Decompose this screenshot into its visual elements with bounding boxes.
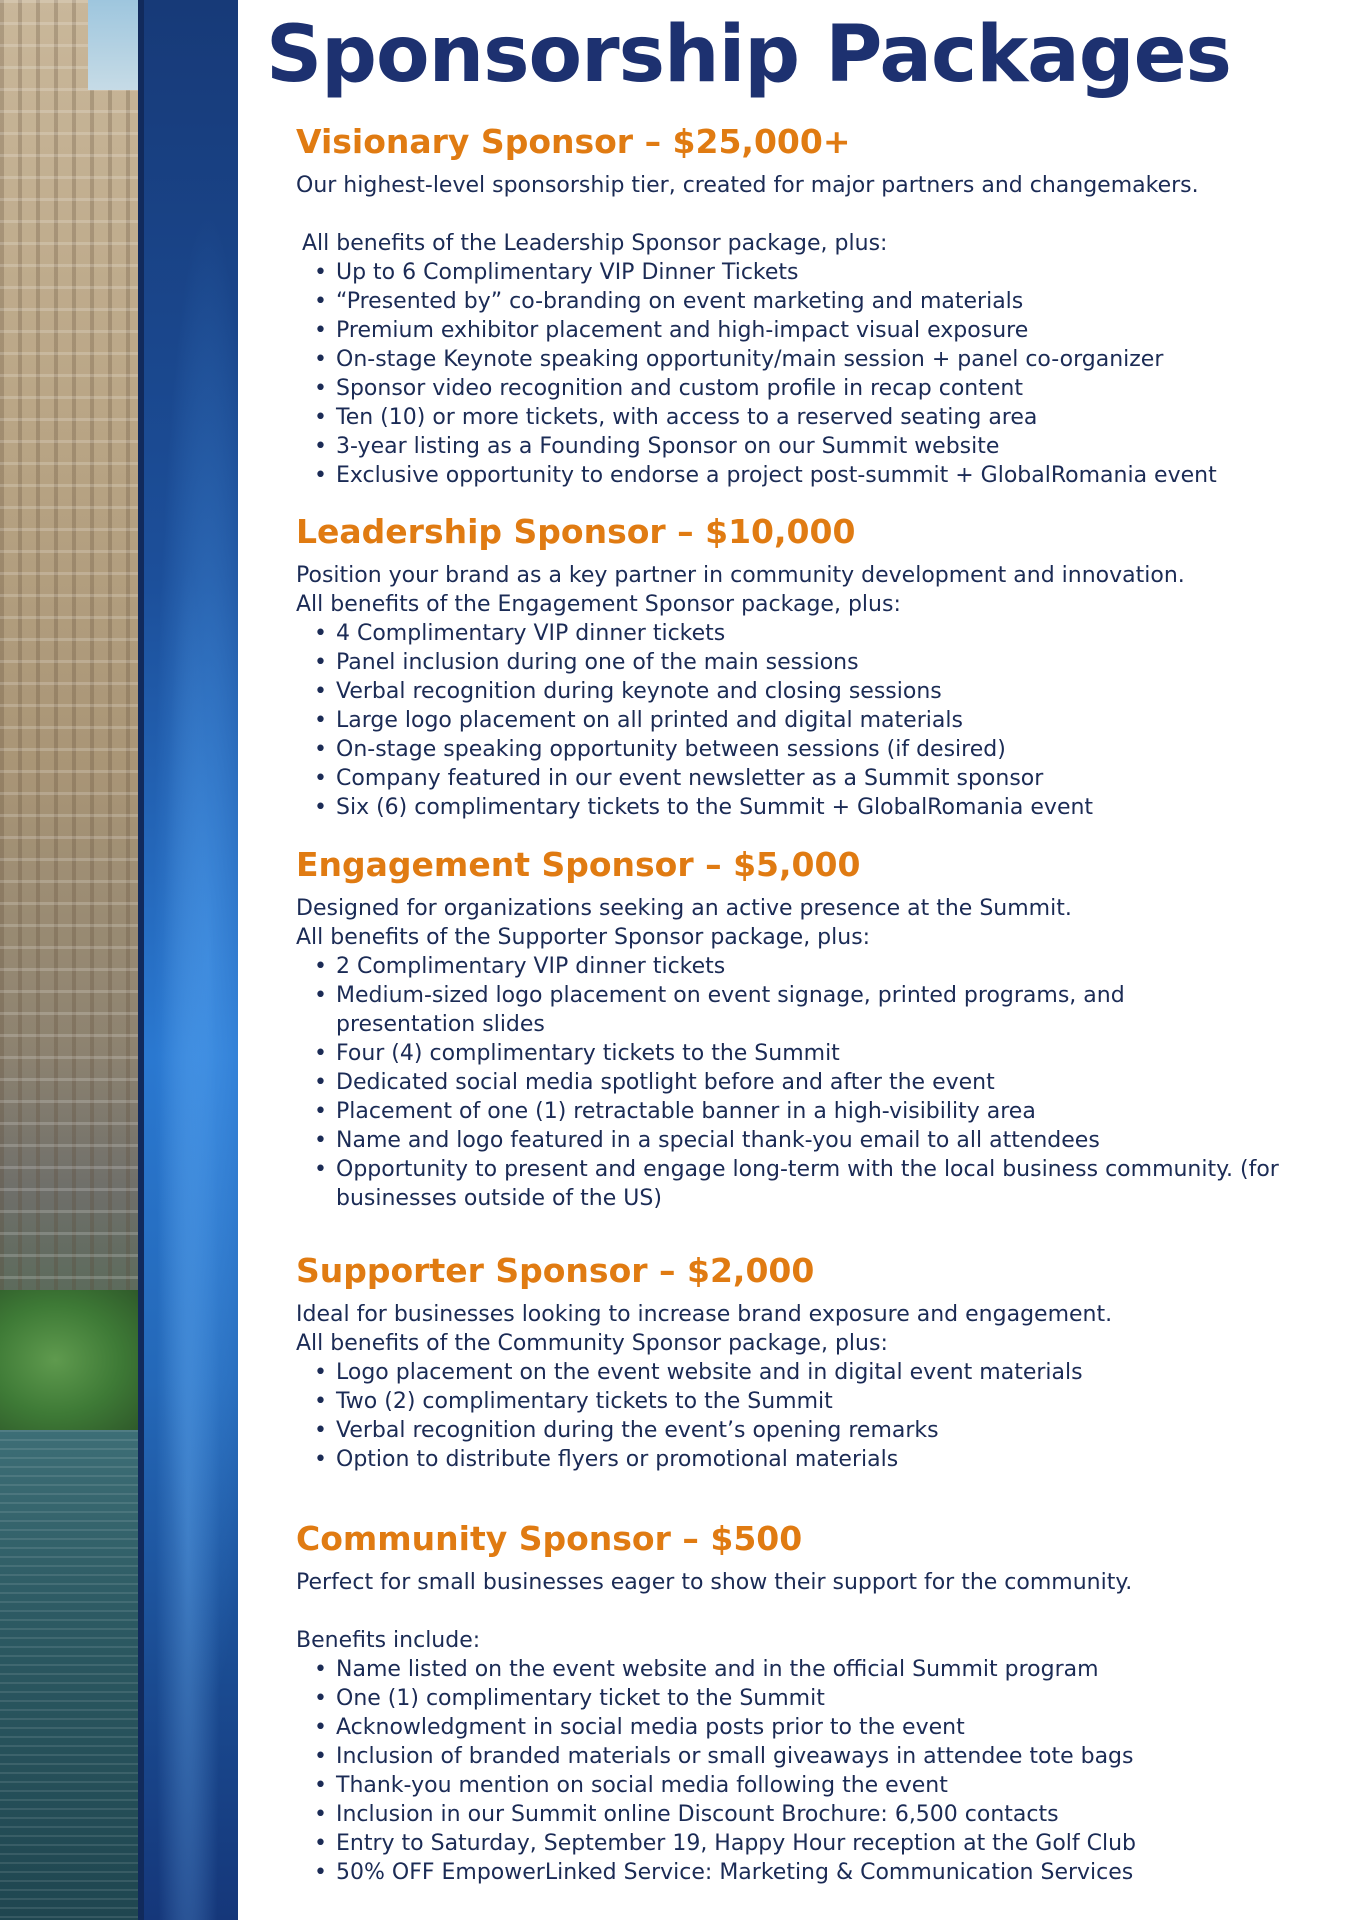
tier-supporter <box>296 1251 1336 1474</box>
list-item: • Medium-sized logo placement on event signage, printed programs, and presentation slides <box>314 983 1125 1037</box>
tier-heading: Community Sponsor – $500 <box>296 1519 803 1558</box>
page-title: Sponsorship Packages <box>266 10 1231 100</box>
tier-leadership <box>296 512 1336 822</box>
tier-heading: Supporter Sponsor – $2,000 <box>296 1251 815 1290</box>
list-item: • Premium exhibitor placement and high-impact visual exposure <box>314 318 1029 343</box>
tier-heading: Leadership Sponsor – $10,000 <box>296 512 856 551</box>
tier-intro: Benefits include: <box>296 1628 481 1653</box>
list-item: • Large logo placement on all printed and digital materials <box>314 708 963 733</box>
benefit-list <box>296 1358 1336 1474</box>
tier-intro: All benefits of the Supporter Sponsor package, plus: <box>296 925 871 950</box>
tier-intro: All benefits of the Community Sponsor package, plus: <box>296 1331 888 1356</box>
list-item: • Two (2) complimentary tickets to the Summit <box>314 1389 833 1414</box>
tier-community <box>296 1519 1336 1887</box>
benefit-list <box>296 258 1336 490</box>
tier-heading: Visionary Sponsor – $25,000+ <box>296 122 851 161</box>
list-item: • “Presented by” co-branding on event marketing and materials <box>314 289 1024 314</box>
blue-band-edge <box>138 0 144 1920</box>
list-item: • Six (6) complimentary tickets to the Summit + GlobalRomania event <box>314 795 1094 820</box>
tier-description: Our highest-level sponsorship tier, created for major partners and changemakers. <box>296 173 1199 198</box>
benefit-list <box>296 952 1336 1213</box>
list-item: • Opportunity to present and engage long-term with the local business community. (for businesses outside of the US) <box>314 1157 1279 1211</box>
list-item: • Name and logo featured in a special thank-you email to all attendees <box>314 1128 1100 1153</box>
tier-description: Ideal for businesses looking to increase brand exposure and engagement. <box>296 1302 1113 1327</box>
list-item: • Logo placement on the event website and in digital event materials <box>314 1360 1083 1385</box>
list-item: • Sponsor video recognition and custom profile in recap content <box>314 376 1023 401</box>
list-item: • Acknowledgment in social media posts prior to the event <box>314 1715 965 1740</box>
tier-intro: All benefits of the Engagement Sponsor package, plus: <box>296 592 901 617</box>
tier-intro: All benefits of the Leadership Sponsor package, plus: <box>302 231 888 256</box>
list-item: • On-stage Keynote speaking opportunity/main session + panel co-organizer <box>314 347 1164 372</box>
tier-heading: Engagement Sponsor – $5,000 <box>296 845 861 884</box>
list-item: • 4 Complimentary VIP dinner tickets <box>314 621 726 646</box>
benefit-list <box>296 619 1336 822</box>
tier-description: Position your brand as a key partner in community development and innovation. <box>296 563 1185 588</box>
trees-patch <box>0 1290 138 1430</box>
list-item: • Company featured in our event newsletter as a Summit sponsor <box>314 766 1044 791</box>
list-item: • Ten (10) or more tickets, with access to a reserved seating area <box>314 405 1038 430</box>
list-item: • Four (4) complimentary tickets to the Summit <box>314 1041 840 1066</box>
list-item: • 50% OFF EmpowerLinked Service: Marketing & Communication Services <box>314 1860 1134 1885</box>
sky-patch <box>88 0 138 90</box>
list-item: • Inclusion in our Summit online Discount Brochure: 6,500 contacts <box>314 1802 1059 1827</box>
list-item: • Dedicated social media spotlight before and after the event <box>314 1070 995 1095</box>
list-item: • 3-year listing as a Founding Sponsor on our Summit website <box>314 434 1000 459</box>
list-item: • On-stage speaking opportunity between sessions (if desired) <box>314 737 1006 762</box>
list-item: • Verbal recognition during the event’s opening remarks <box>314 1418 939 1443</box>
tier-description: Designed for organizations seeking an active presence at the Summit. <box>296 896 1072 921</box>
list-item: • Entry to Saturday, September 19, Happy Hour reception at the Golf Club <box>314 1831 1137 1856</box>
list-item: • Thank-you mention on social media following the event <box>314 1773 948 1798</box>
river-water <box>0 1430 138 1920</box>
tier-description: Perfect for small businesses eager to show their support for the community. <box>296 1570 1133 1595</box>
list-item: • Exclusive opportunity to endorse a project post-summit + GlobalRomania event <box>314 463 1217 488</box>
list-item: • Verbal recognition during keynote and closing sessions <box>314 679 942 704</box>
list-item: • Inclusion of branded materials or small giveaways in attendee tote bags <box>314 1744 1134 1769</box>
tier-engagement <box>296 845 1336 1213</box>
benefit-list <box>296 1655 1336 1887</box>
list-item: • Placement of one (1) retractable banner in a high-visibility area <box>314 1099 1036 1124</box>
list-item: • Panel inclusion during one of the main sessions <box>314 650 859 675</box>
tier-visionary <box>296 122 1336 490</box>
list-item: • Option to distribute flyers or promotional materials <box>314 1447 899 1472</box>
list-item: • One (1) complimentary ticket to the Summit <box>314 1686 825 1711</box>
list-item: • 2 Complimentary VIP dinner tickets <box>314 954 726 979</box>
list-item: • Name listed on the event website and in the official Summit program <box>314 1657 1099 1682</box>
blue-decorative-band <box>138 0 238 1920</box>
list-item: • Up to 6 Complimentary VIP Dinner Tickets <box>314 260 799 285</box>
